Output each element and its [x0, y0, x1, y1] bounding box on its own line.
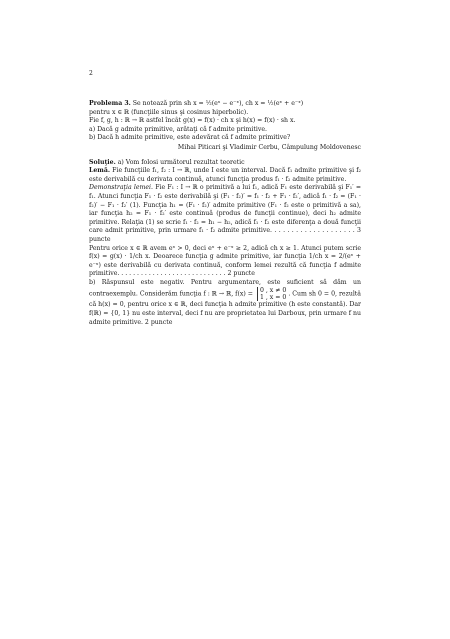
piecewise-case-2: 1 , x = 0: [259, 294, 287, 302]
lemma-proof: [89, 184, 361, 244]
solution-heading: Soluţie.: [89, 158, 116, 166]
part-b-mid: . Cum: [288, 290, 307, 298]
problem-statement: [89, 100, 361, 143]
problem-part-a: a) Dacă g admite primitive, arătaţi că f admite primitive.: [89, 125, 267, 133]
solution-intro: [89, 159, 361, 168]
authors: Mihai Piticari şi Vladimir Cerbu, Câmpulung Moldovenesc: [177, 143, 361, 151]
part-b-start: b) Răspunsul este negativ. Pentru argumentare, este suficient să dăm un contraexemplu. Considerăm funcţia f : ℝ → ℝ, f(x) =: [89, 278, 361, 298]
document-body: [89, 100, 361, 327]
piecewise-definition: [257, 287, 286, 301]
problem-heading: Problema 3.: [89, 100, 131, 107]
solution-part-a: [89, 245, 361, 279]
part-b-end: sh 0 = 0, rezultă că h(x) = 0, pentru orice x ∈ ℝ, deci funcţia h admite primitive (h este constantă). Dar f(ℝ) = {0, 1} nu este interval, deci f nu are proprietatea lui Darboux, prin urmare f nu admite primitive. 2 puncte: [89, 290, 361, 326]
proof-text: Fie F₁ : I → ℝ o primitivă a lui f₁, adică F₁ este derivabilă şi F₁′ = f₁. Atunci funcţia F₁ · f₂ este derivabilă şi (F₁ · f₂)′ = f₁ · f₂ + F₁ · f₂′, adică f₁ · f₂ = (F₁ · f₂)′ − F₁ · f₂′ (1). Funcţia h₁ = (F₁ · f₂)′ admite primitive (F₁ · f₂ este o primitivă a sa), iar funcţia h₂ = F₁ · f₂′ este continuă (produs de funcţii continue), deci h₂ admite primitive. Relaţia (1) se scrie f₁ · f₂ = h₁ − h₂, adică f₁ · f₂ este diferenţa a două funcţii care admit primitive, prin urmare f₁ · f₂ admite primitive. . . . . . . . . . . . . . . . . . . . 3 puncte: [89, 184, 361, 243]
problem-line-2: pentru x ∈ ℝ (funcţiile sinus şi cosinus hiperbolic).: [89, 108, 249, 116]
problem-line-3: Fie f, g, h : ℝ → ℝ astfel încât g(x) = f(x) · ch x şi h(x) = f(x) · sh x.: [89, 117, 296, 125]
proof-label: Demonstraţia lemei.: [89, 184, 153, 192]
solution-intro-text: a) Vom folosi următorul rezultat teoretic: [117, 158, 245, 166]
part-a-text: Pentru orice x ∈ ℝ avem eˣ > 0, deci eˣ + e⁻ˣ ≥ 2, adică ch x ≥ 1. Atunci putem scrie f(x) = g(x) · 1/ch x. Deoarece funcţia g admite primitive, iar funcţia 1/ch x = 2/(eˣ + e⁻ˣ) este derivabilă cu derivata continuă, conform lemei rezultă că funcţia f admite primitive. . . . . . . . . . . . . . . . . . . . . . . . . . . . 2 puncte: [89, 244, 361, 278]
lemma-text: Fie funcţiile f₁, f₂ : I → ℝ, unde I este un interval. Dacă f₁ admite primitive şi f₂ este derivabilă cu derivata continuă, atunci funcţia produs f₁ · f₂ admite primitive.: [89, 167, 361, 183]
page-number: 2: [89, 70, 93, 77]
problem-line-1: Se notează prin sh x = ½(eˣ − e⁻ˣ), ch x = ½(eˣ + e⁻ˣ): [132, 100, 304, 107]
lemma-label: Lemă.: [89, 167, 110, 175]
problem-part-b: b) Dacă h admite primitive, este adevărat că f admite primitive?: [89, 134, 291, 142]
piecewise-case-1: 0 , x ≠ 0: [259, 287, 287, 295]
solution-part-b: [89, 279, 361, 327]
lemma: [89, 167, 361, 184]
